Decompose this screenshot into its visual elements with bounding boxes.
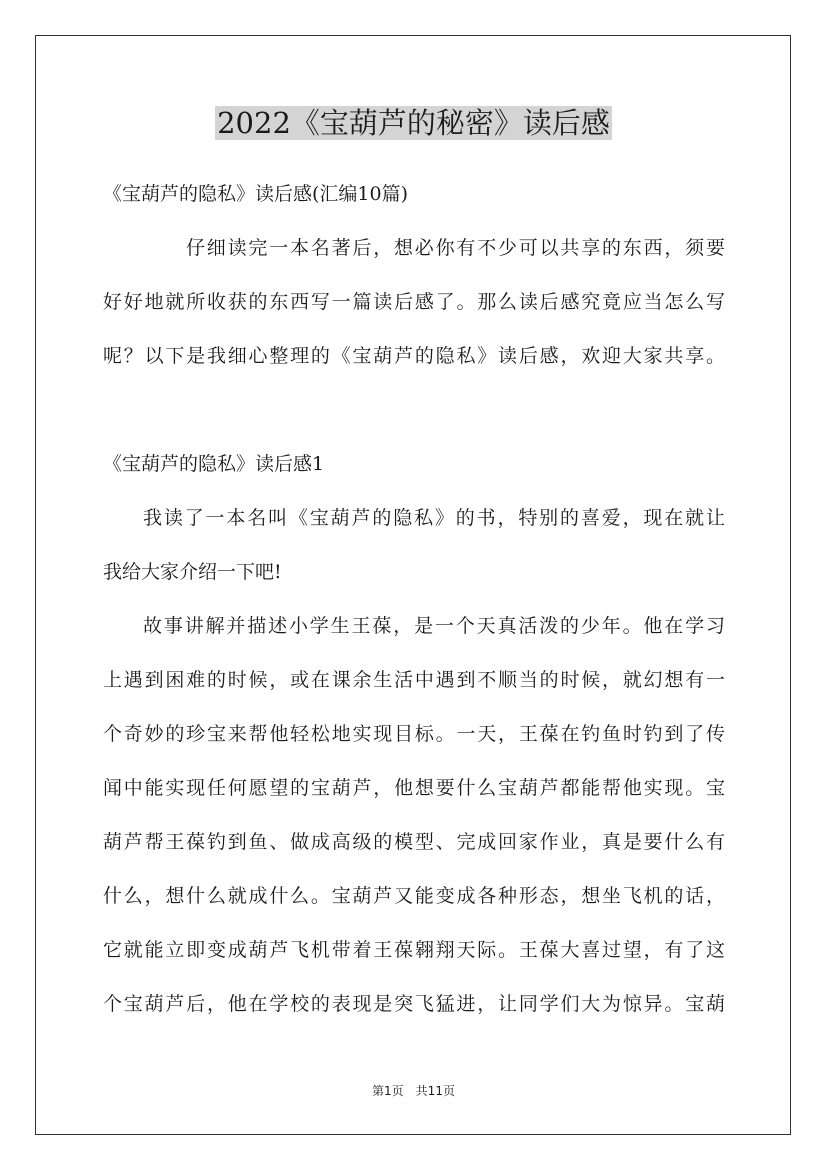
section-heading: 《宝葫芦的隐私》读后感1 [103, 453, 325, 475]
paragraph-line: 个奇妙的珍宝来帮他轻松地实现目标。一天，王葆在钓鱼时钓到了传 [103, 723, 725, 745]
intro-line: 好好地就所收获的东西写一篇读后感了。那么读后感究竟应当怎么写 [103, 291, 725, 313]
paragraph-line: 什么，想什么就成什么。宝葫芦又能变成各种形态，想坐飞机的话， [103, 885, 725, 907]
paragraph-line: 我读了一本名叫《宝葫芦的隐私》的书，特别的喜爱，现在就让 [143, 507, 725, 529]
paragraph-line: 个宝葫芦后，他在学校的表现是突飞猛进，让同学们大为惊异。宝葫 [103, 993, 725, 1015]
document-subtitle: 《宝葫芦的隐私》读后感(汇编10篇) [103, 183, 409, 205]
intro-line: 呢？以下是我细心整理的《宝葫芦的隐私》读后感，欢迎大家共享。 [103, 345, 725, 367]
paragraph-line: 它就能立即变成葫芦飞机带着王葆翱翔天际。王葆大喜过望，有了这 [103, 939, 725, 961]
paragraph-line: 上遇到困难的时候，或在课余生活中遇到不顺当的时候，就幻想有一 [103, 669, 725, 691]
paragraph-line: 葫芦帮王葆钓到鱼、做成高级的模型、完成回家作业，真是要什么有 [103, 831, 725, 853]
paragraph-line: 闻中能实现任何愿望的宝葫芦，他想要什么宝葫芦都能帮他实现。宝 [103, 777, 725, 799]
intro-line: 仔细读完一本名著后，想必你有不少可以共享的东西，须要 [186, 237, 725, 259]
page-number: 第1页 共11页 [372, 1084, 455, 1098]
document-title: 2022《宝葫芦的秘密》读后感 [217, 106, 610, 140]
paragraph-line: 我给大家介绍一下吧! [103, 561, 282, 583]
paragraph-line: 故事讲解并描述小学生王葆，是一个天真活泼的少年。他在学习 [143, 615, 725, 637]
